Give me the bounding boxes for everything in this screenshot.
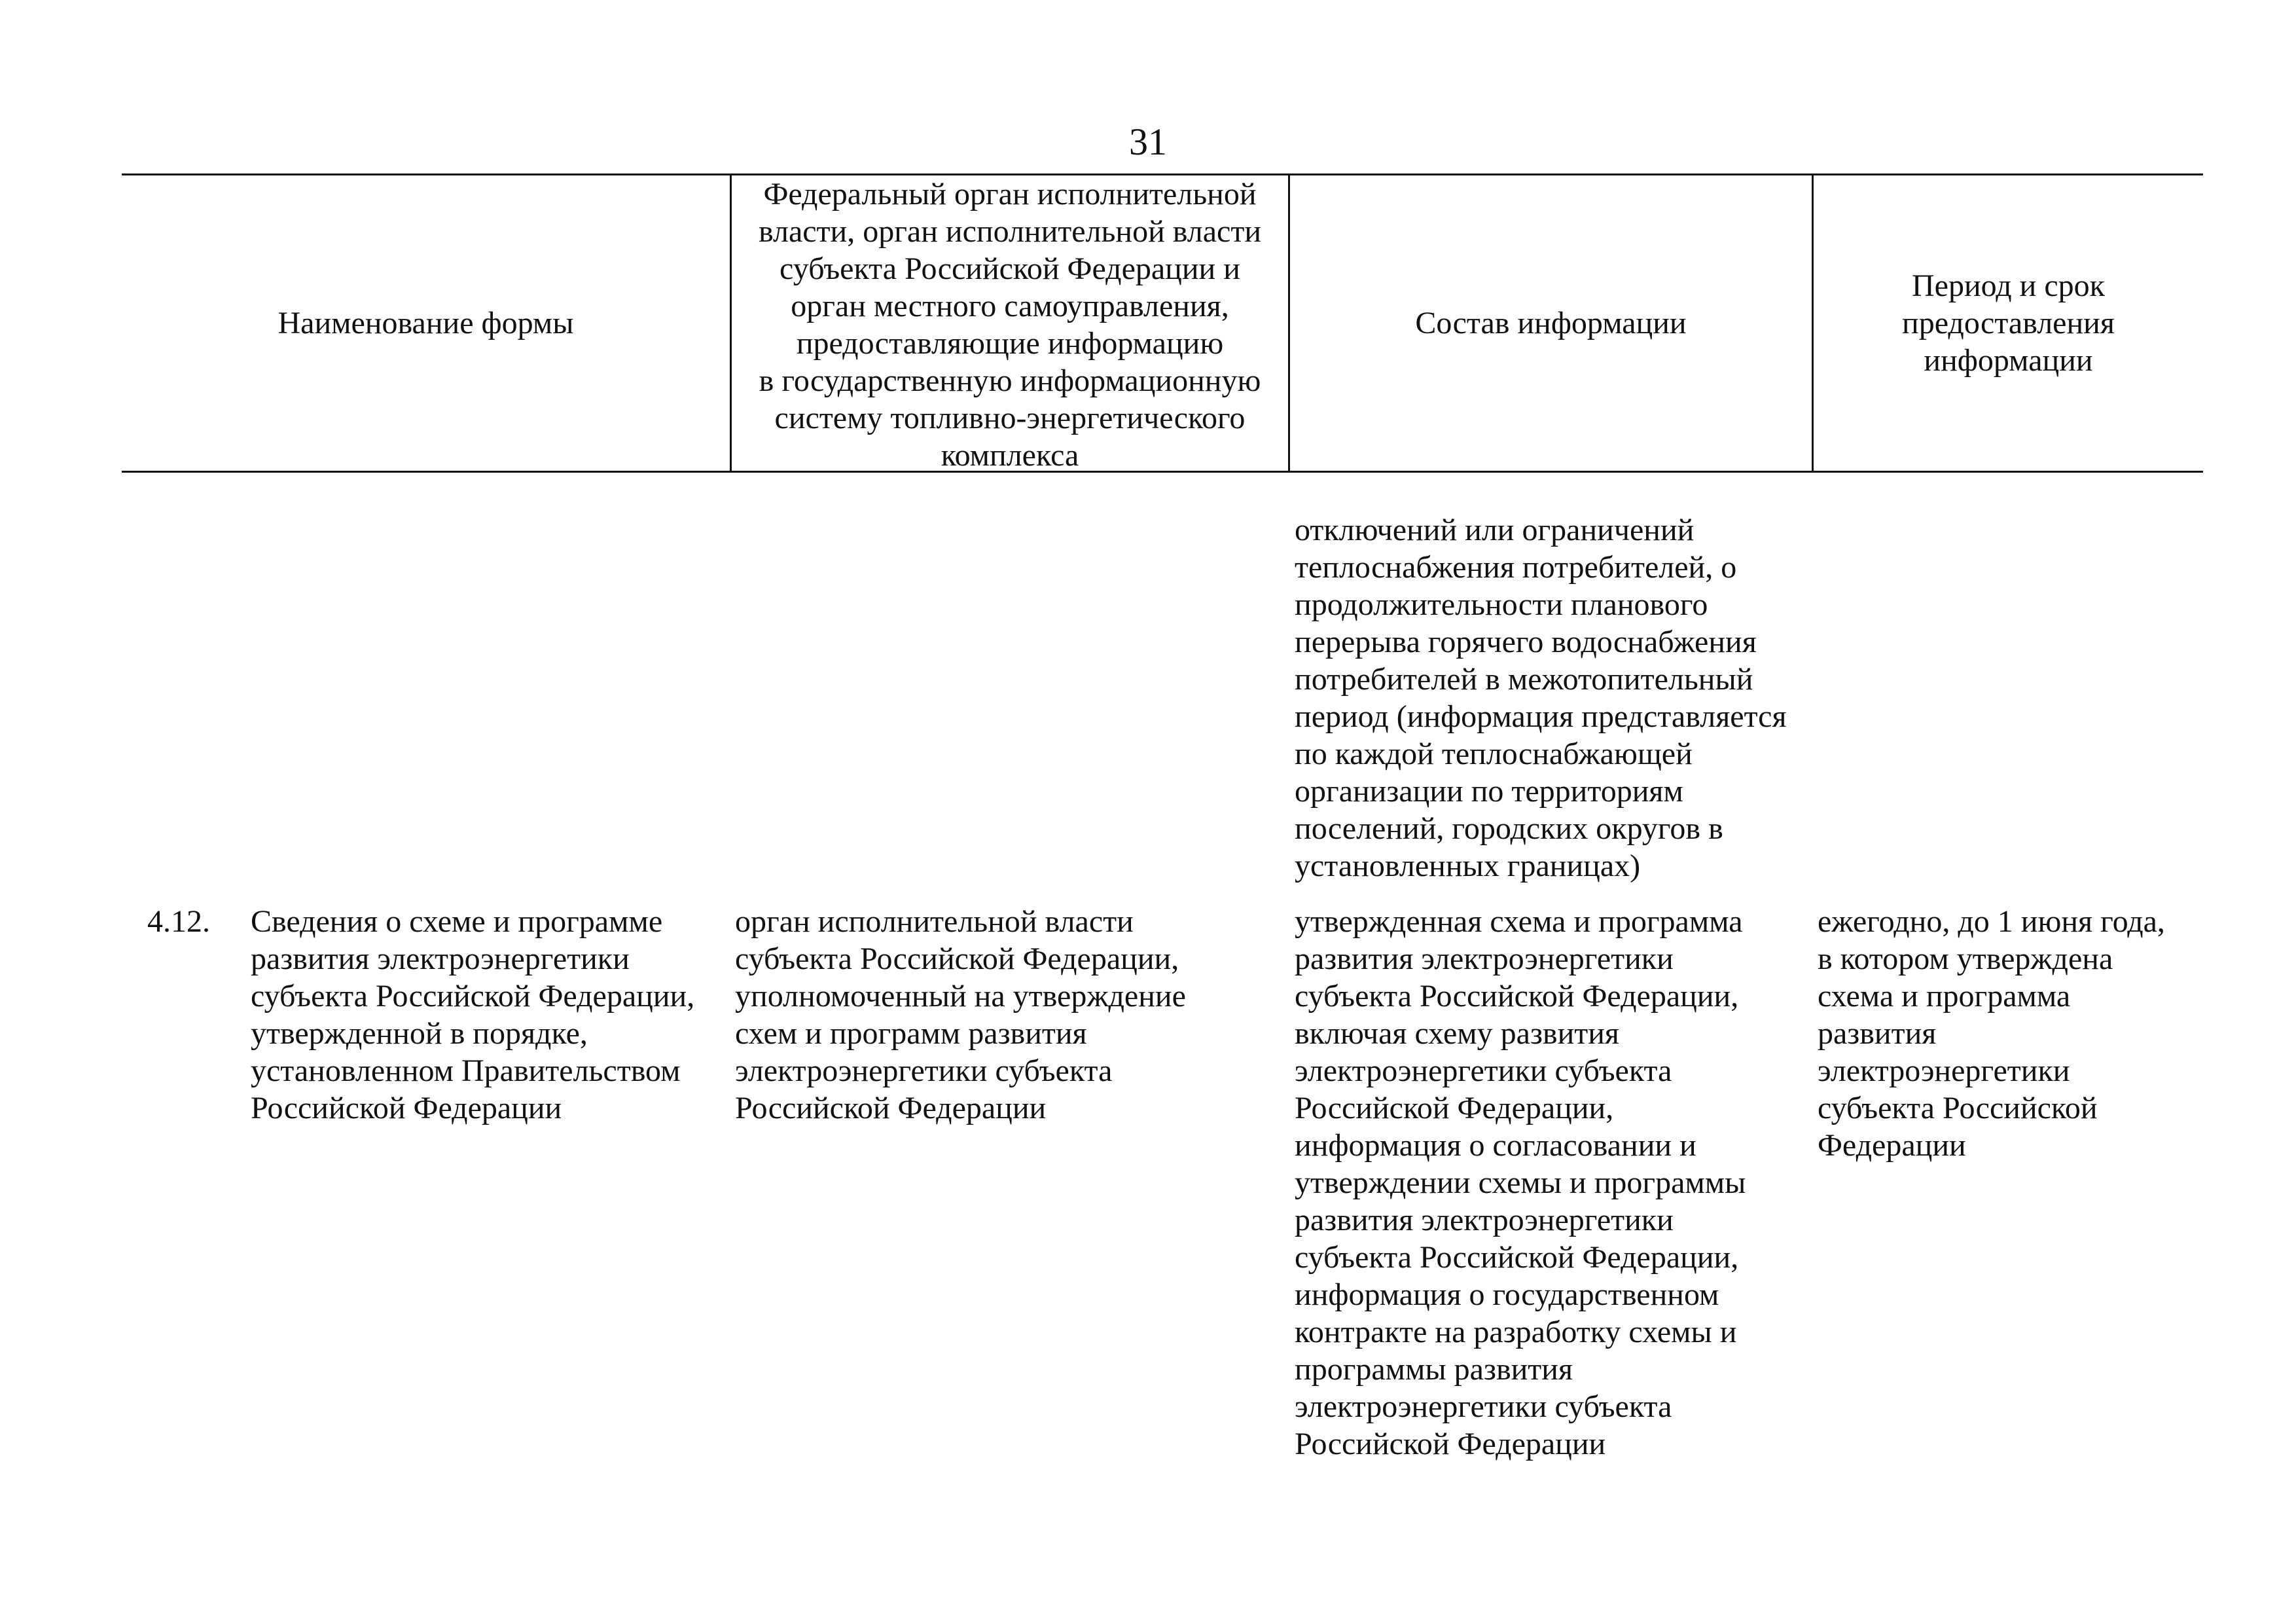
column-header-authority: Федеральный орган исполнительной власти, орган исполнительной власти субъекта Российской Федерации и орган местного самоуправления, предоставляющие информацию в государственную информационную систему топливно-энергетического комплекса [758,177,1262,473]
page-number: 31 [1129,120,1167,163]
column-header-period: Период и срок предоставления информации [1902,268,2115,378]
row-form-name: Сведения о схеме и программе развития электроэнергетики субъекта Российской Федерации, утвержденной в порядке, установленном Правительством Российской Федерации [251,904,695,1125]
column-header-info: Состав информации [1415,306,1687,340]
row-authority: орган исполнительной власти субъекта Российской Федерации, уполномоченный на утверждение схем и программ развития электроэнергетики субъекта Российской Федерации [735,904,1186,1125]
row-period: ежегодно, до 1 июня года, в котором утверждена схема и программа развития электроэнергетики субъекта Российской Федерации [1818,904,2165,1163]
row-info: утвержденная схема и программа развития электроэнергетики субъекта Российской Федерации, включая схему развития электроэнергетики субъекта Российской Федерации, информация о согласовании и утверждении схемы и программы развития электроэнергетики субъекта Российской Федерации, информация о государственном контракте на разработку схемы и программы развития электроэнергетики субъекта Российской Федерации [1295,904,1746,1461]
continuation-info-text: отключений или ограничений теплоснабжения потребителей, о продолжительности планового перерыва горячего водоснабжения потребителей в межотопительный период (информация представляется по каждой теплоснабжающей организации по территориям поселений, городских округов в установленных границах) [1295,513,1787,883]
row-number: 4.12. [147,904,210,939]
column-header-form-name: Наименование формы [278,306,574,340]
